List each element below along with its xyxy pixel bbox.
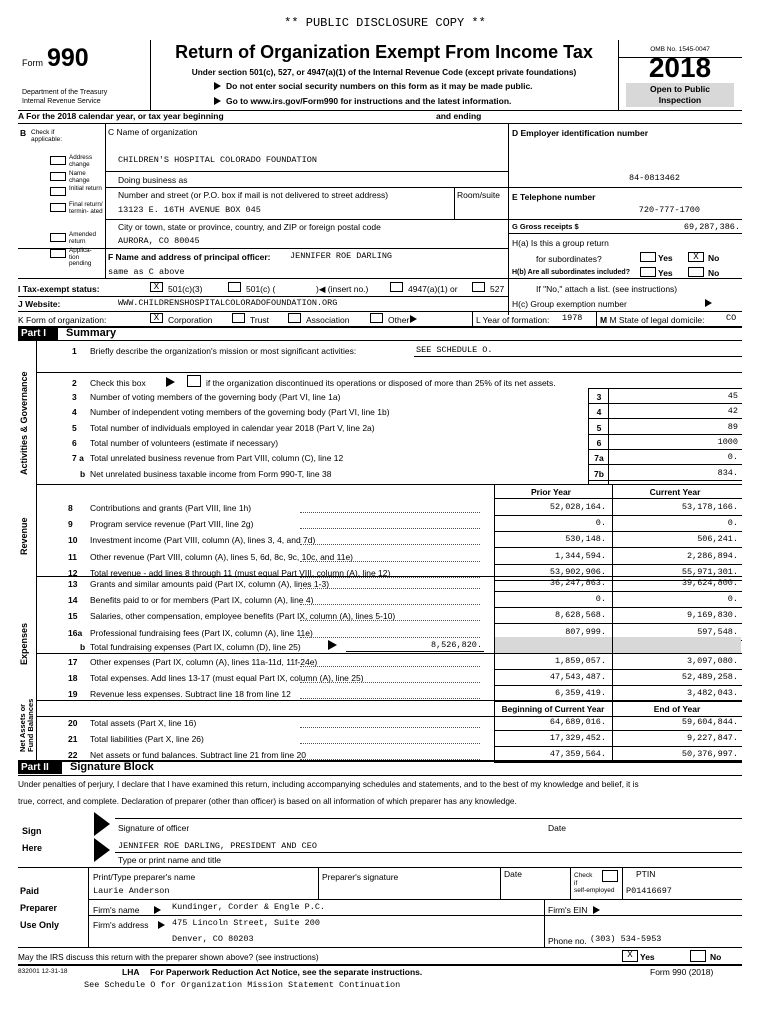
preparer-label: Preparer — [20, 903, 58, 913]
line-text: Total revenue - add lines 8 through 11 (must equal Part VIII, column (A), line 12) — [90, 568, 391, 578]
phone-label: E Telephone number — [512, 192, 596, 202]
line-text: Total expenses. Add lines 13-17 (must equal Part IX, column (A), line 25) — [90, 673, 364, 683]
sign-arrow-icon — [94, 838, 110, 862]
current-year-value: 0. — [727, 594, 738, 604]
prior-year-value: 64,689,016. — [549, 717, 606, 727]
current-year-value: 39,624,800. — [681, 578, 738, 588]
form-number: 990 — [47, 44, 89, 72]
corporation-label: Corporation — [168, 315, 213, 325]
arrow-icon — [328, 640, 337, 650]
prior-year-value: 1,344,594. — [554, 551, 606, 561]
prior-year-value: 0. — [595, 518, 606, 528]
501c3-label: 501(c)(3) — [168, 284, 203, 294]
col-end-year: End of Year — [653, 704, 701, 714]
gov-line-value: 1000 — [717, 437, 738, 447]
sign-label: Sign — [22, 826, 42, 836]
prior-year-value: 53,902,906. — [549, 567, 606, 577]
city-state-zip: AURORA, CO 80045 — [118, 236, 200, 246]
paid-label: Paid — [20, 886, 40, 896]
arrow-icon — [705, 299, 712, 307]
4947-label: 4947(a)(1) or — [408, 284, 458, 294]
hc-label: H(c) Group exemption number — [512, 299, 627, 309]
preparer-name-label: Print/Type preparer's name — [93, 872, 196, 882]
ha-no-checkbox[interactable]: X — [688, 252, 704, 262]
association-label: Association — [306, 315, 350, 325]
prior-year-value: 807,999. — [565, 627, 606, 637]
current-year-value: 59,604,844. — [681, 717, 738, 727]
line-text: Salaries, other compensation, employee benefits (Part IX, column (A), lines 5-10) — [90, 611, 396, 621]
discuss-yes-label: Yes — [640, 952, 655, 962]
gov-line-no: 4 — [72, 407, 77, 417]
line-no: 21 — [68, 734, 78, 744]
gov-line-value: 0. — [727, 452, 738, 462]
gov-line-text: Net unrelated business taxable income from Form 990-T, line 38 — [90, 469, 332, 479]
applicable: applicable: — [31, 136, 63, 143]
gross-receipts-label: G Gross receipts $ — [512, 222, 579, 231]
dept-treasury: Department of the Treasury — [22, 89, 108, 96]
ein-value: 84-0813462 — [628, 173, 680, 183]
current-year-value: 52,489,258. — [681, 672, 738, 682]
corporation-checkbox[interactable]: X — [150, 313, 163, 323]
ha-yes-checkbox[interactable] — [640, 252, 656, 262]
gov-line-no: 3 — [72, 392, 77, 402]
line-a-ending: and ending — [436, 111, 482, 121]
discontinued-checkbox[interactable] — [187, 375, 201, 387]
gov-line-text: Total number of individuals employed in calendar year 2018 (Part V, line 2a) — [90, 423, 375, 433]
firm-name-label: Firm's name — [93, 905, 140, 915]
section-b-checkbox[interactable] — [50, 172, 66, 181]
side-revenue: Revenue — [19, 517, 29, 555]
line-no: 10 — [68, 535, 78, 545]
line-text: Other expenses (Part IX, column (A), lines 11a-11d, 11f-24e) — [90, 657, 318, 667]
room-suite-label: Room/suite — [457, 190, 500, 200]
group-return-label: H(a) Is this a group return — [512, 238, 609, 248]
side-fund-balances: Fund Balances — [26, 698, 35, 752]
penalty-text-2: true, correct, and complete. Declaration of preparer (other than officer) is based on all information of which preparer has any knowledge. — [18, 796, 517, 806]
firm-address-2: Denver, CO 80203 — [172, 934, 254, 944]
phone-value: 720-777-1700 — [638, 205, 700, 215]
officer-address: same as C above — [108, 267, 185, 277]
website-label: J Website: — [18, 299, 61, 309]
ssn-note: Do not enter social security numbers on this form as it may be made public. — [226, 81, 533, 91]
firm-ein-label: Firm's EIN — [548, 905, 588, 915]
col-prior-year: Prior Year — [530, 487, 571, 497]
form-ref: Form 990 (2018) — [650, 967, 714, 977]
self-employed-checkbox[interactable] — [602, 870, 618, 882]
type-print-label: Type or print name and title — [118, 855, 222, 865]
line-text: Other revenue (Part VIII, column (A), lines 5, 6d, 8c, 9c, 10c, and 11e) — [90, 552, 353, 562]
lha-label: LHA — [122, 967, 140, 977]
trust-label: Trust — [250, 315, 270, 325]
firm-address-1: 475 Lincoln Street, Suite 200 — [172, 918, 320, 928]
hb-note: If "No," attach a list. (see instructions) — [536, 284, 678, 294]
gov-line-text: Total number of volunteers (estimate if necessary) — [90, 438, 279, 448]
form-code: 832001 12-31-18 — [18, 968, 68, 975]
section-b-checkbox[interactable] — [50, 203, 66, 212]
line-no: 8 — [68, 503, 73, 513]
arrow-icon — [158, 921, 165, 929]
line-1-text: Briefly describe the organization's mission or most significant activities: — [90, 346, 357, 356]
paperwork-notice: For Paperwork Reduction Act Notice, see the separate instructions. — [150, 967, 423, 977]
ptin-label: PTIN — [636, 869, 656, 879]
state-domicile-value: CO — [726, 313, 737, 323]
current-year-value: 55,971,301. — [681, 567, 738, 577]
open-to-public-box: Open to Public Inspection — [626, 83, 734, 107]
4947-checkbox[interactable] — [390, 282, 403, 292]
ha-yes-label: Yes — [658, 253, 673, 263]
discuss-yes-checkbox[interactable]: X — [622, 950, 638, 962]
dept-irs: Internal Revenue Service — [22, 98, 101, 105]
arrow-icon — [166, 377, 175, 387]
arrow-icon — [214, 82, 221, 90]
self-employed-label: Check if self-employed — [574, 872, 615, 894]
firm-name: Kundinger, Corder & Engle P.C. — [172, 902, 326, 912]
prior-year-value: 6,359,419. — [554, 688, 606, 698]
other-label: Other — [388, 315, 410, 325]
part2-title: Signature Block — [70, 761, 154, 773]
officer-name-title: JENNIFER ROE DARLING, PRESIDENT AND CEO — [118, 841, 317, 851]
section-b-item-label: Address change — [69, 154, 93, 168]
hb-label: H(b) Are all subordinates included? — [512, 269, 630, 276]
gov-line-value: 45 — [727, 391, 738, 401]
line-no: 13 — [68, 579, 78, 589]
other-checkbox[interactable] — [370, 313, 383, 323]
side-expenses: Expenses — [19, 622, 29, 665]
gov-line-no: 7 a — [72, 453, 84, 463]
ptin-value: P01416697 — [626, 886, 672, 896]
section-b-checkbox[interactable] — [50, 249, 66, 258]
section-b-checkbox[interactable] — [50, 187, 66, 196]
signature-date-label: Date — [548, 823, 566, 833]
line-16b-text: Total fundraising expenses (Part IX, column (D), line 25) — [90, 642, 301, 652]
penalty-text-1: Under penalties of perjury, I declare that I have examined this return, including accompanying schedules and statements, and to the best of my knowledge and belief, it is — [18, 779, 639, 789]
prior-year-value: 52,028,164. — [549, 502, 606, 512]
section-b-item-label: Amended return — [69, 231, 96, 245]
prior-year-value: 36,247,863. — [549, 578, 606, 588]
dba-label: Doing business as — [118, 175, 188, 185]
tax-year: 2018 — [648, 52, 712, 83]
hb-no-checkbox[interactable] — [688, 267, 704, 277]
gov-line-box: 6 — [596, 438, 602, 448]
ein-label: D Employer identification number — [512, 128, 649, 138]
prior-year-value: 47,359,564. — [549, 749, 606, 759]
prior-year-value: 17,329,452. — [549, 733, 606, 743]
group-return-sub: for subordinates? — [536, 254, 602, 264]
form-word: Form — [22, 58, 43, 68]
line-a: A For the 2018 calendar year, or tax year beginning — [18, 111, 224, 121]
signature-officer-label[interactable]: Signature of officer — [118, 823, 190, 833]
gross-receipts-value: 69,287,386. — [683, 222, 740, 232]
line-no: 19 — [68, 689, 78, 699]
form-title: Return of Organization Exempt From Income Tax — [175, 42, 593, 62]
part1-tag: Part I — [18, 327, 58, 340]
line-no: 14 — [68, 595, 78, 605]
line-no: 17 — [68, 657, 78, 667]
prior-year-value: 1,859,057. — [554, 656, 606, 666]
section-b-checkbox[interactable] — [50, 233, 66, 242]
hb-no-label: No — [708, 268, 720, 278]
section-b-item-label: Name change — [69, 170, 90, 184]
gov-line-box: 3 — [596, 392, 602, 402]
527-label: 527 — [490, 284, 505, 294]
current-year-value: 50,376,997. — [681, 749, 738, 759]
line-1-value: SEE SCHEDULE O. — [416, 345, 493, 355]
city-label: City or town, state or province, country, and ZIP or foreign postal code — [118, 222, 381, 232]
current-year-value: 53,178,166. — [681, 502, 738, 512]
year-formation-value: 1978 — [562, 313, 583, 323]
street-address: 13123 E. 16TH AVENUE BOX 045 — [118, 205, 261, 215]
col-current-year: Current Year — [649, 487, 701, 497]
section-b-item-label: Applica- tion pending — [69, 247, 92, 267]
prior-year-value: 530,148. — [565, 534, 606, 544]
current-year-value: 9,169,830. — [686, 610, 738, 620]
trust-checkbox[interactable] — [232, 313, 245, 323]
year-formation-label: L Year of formation: — [476, 315, 550, 325]
line-text: Investment income (Part VIII, column (A), lines 3, 4, and 7d) — [90, 535, 316, 545]
part1-title: Summary — [66, 327, 117, 339]
line-16b-no: b — [80, 642, 86, 652]
current-year-value: 3,097,080. — [686, 656, 738, 666]
line-no: 20 — [68, 718, 78, 728]
current-year-value: 2,286,894. — [686, 551, 738, 561]
preparer-date-label: Date — [504, 869, 522, 879]
gov-line-no: 5 — [72, 423, 77, 433]
current-year-value: 597,548. — [697, 627, 738, 637]
line-no: 15 — [68, 611, 78, 621]
prior-year-value: 8,628,568. — [554, 610, 606, 620]
line-2-text-b: if the organization discontinued its operations or disposed of more than 25% of its net assets. — [206, 378, 556, 388]
line-no: 12 — [68, 568, 78, 578]
section-b-item-label: Initial return — [69, 185, 102, 192]
ha-no-label: No — [708, 253, 720, 263]
gov-line-box: 4 — [596, 407, 602, 417]
arrow-icon — [410, 315, 417, 323]
officer-name: JENNIFER ROE DARLING — [290, 251, 393, 261]
form-org-label: K Form of organization: — [18, 315, 107, 325]
public-disclosure-banner: ** PUBLIC DISCLOSURE COPY ** — [284, 16, 486, 30]
gov-line-box: 7a — [594, 453, 604, 463]
gov-line-no: b — [80, 469, 86, 479]
line-no: 22 — [68, 750, 78, 760]
check-if: Check if — [31, 129, 55, 136]
hb-yes-checkbox[interactable] — [640, 267, 656, 277]
line-text: Total liabilities (Part X, line 26) — [90, 734, 204, 744]
continuation-note: See Schedule O for Organization Mission Statement Continuation — [84, 980, 401, 990]
association-checkbox[interactable] — [288, 313, 301, 323]
prior-year-value: 47,543,487. — [549, 672, 606, 682]
col-beginning-year: Beginning of Current Year — [501, 704, 605, 714]
501c-checkbox[interactable] — [228, 282, 241, 292]
line-text: Revenue less expenses. Subtract line 18 from line 12 — [90, 689, 291, 699]
current-year-value: 3,482,043. — [686, 688, 738, 698]
section-b-label: B — [20, 128, 27, 138]
use-only-label: Use Only — [20, 920, 60, 930]
line-16b-value: 8,526,820. — [430, 640, 482, 650]
irs-discuss-question: May the IRS discuss this return with the preparer shown above? (see instructions) — [18, 952, 319, 962]
line-text: Grants and similar amounts paid (Part IX, column (A), lines 1-3) — [90, 579, 330, 589]
line-text: Net assets or fund balances. Subtract line 21 from line 20 — [90, 750, 306, 760]
line-no: 18 — [68, 673, 78, 683]
tax-exempt-label: I Tax-exempt status: — [18, 284, 100, 294]
firm-phone-label: Phone no. — [548, 936, 587, 946]
gov-line-value: 42 — [727, 406, 738, 416]
line-text: Benefits paid to or for members (Part IX, column (A), line 4) — [90, 595, 314, 605]
line-no: 11 — [68, 552, 77, 562]
part2-tag: Part II — [18, 761, 62, 774]
sign-arrow-icon — [94, 812, 110, 836]
firm-address-label: Firm's address — [93, 920, 149, 930]
line-no: 16a — [68, 628, 83, 638]
current-year-value: 0. — [727, 518, 738, 528]
discuss-no-checkbox[interactable] — [690, 950, 706, 962]
gov-line-no: 6 — [72, 438, 77, 448]
street-label: Number and street (or P.O. box if mail is not delivered to street address) — [118, 190, 389, 200]
gov-line-box: 5 — [596, 423, 602, 433]
501c-label: 501(c) ( — [246, 284, 276, 294]
url-note: Go to www.irs.gov/Form990 for instructions and the latest information. — [226, 96, 512, 106]
insert-no: )◀ (insert no.) — [316, 284, 369, 294]
org-name-label: C Name of organization — [108, 127, 198, 137]
line-2-text: Check this box — [90, 378, 146, 388]
current-year-value: 506,241. — [697, 534, 738, 544]
gov-line-box: 7b — [594, 469, 604, 479]
line-no: 9 — [68, 519, 73, 529]
state-domicile-label: M M State of legal domicile: — [600, 315, 705, 325]
line-2-no: 2 — [72, 378, 77, 388]
gov-line-value: 89 — [727, 422, 738, 432]
gov-line-text: Number of independent voting members of the governing body (Part VI, line 1b) — [90, 407, 390, 417]
line-text: Contributions and grants (Part VIII, line 1h) — [90, 503, 252, 513]
line-1-no: 1 — [72, 346, 77, 356]
current-year-value: 9,227,847. — [686, 733, 738, 743]
section-b-checkbox[interactable] — [50, 156, 66, 165]
firm-phone: (303) 534-5953 — [590, 934, 662, 944]
form-subtitle: Under section 501(c), 527, or 4947(a)(1) of the Internal Revenue Code (except private foundations) — [191, 67, 577, 77]
line-text: Professional fundraising fees (Part IX, column (A), line 11e) — [90, 628, 313, 638]
side-activities: Activities & Governance — [19, 371, 29, 475]
org-name: CHILDREN'S HOSPITAL COLORADO FOUNDATION — [118, 155, 317, 165]
line-text: Program service revenue (Part VIII, line 2g) — [90, 519, 254, 529]
arrow-icon — [214, 97, 221, 105]
prior-year-value: 0. — [595, 594, 606, 604]
line-text: Total assets (Part X, line 16) — [90, 718, 197, 728]
here-label: Here — [22, 843, 43, 853]
gov-line-text: Total unrelated business revenue from Part VIII, column (C), line 12 — [90, 453, 344, 463]
omb-number: OMB No. 1545-0047 — [650, 46, 710, 53]
side-net-assets: Net Assets or — [18, 703, 27, 752]
arrow-icon — [593, 906, 600, 914]
preparer-sig-label: Preparer's signature — [322, 872, 399, 882]
discuss-no-label: No — [710, 952, 722, 962]
officer-label: F Name and address of principal officer: — [108, 252, 271, 262]
preparer-name: Laurie Anderson — [93, 886, 170, 896]
527-checkbox[interactable] — [472, 282, 485, 292]
hb-yes-label: Yes — [658, 268, 673, 278]
arrow-icon — [154, 906, 161, 914]
501c3-checkbox[interactable]: X — [150, 282, 163, 292]
gov-line-value: 834. — [717, 468, 738, 478]
website-value: WWW.CHILDRENSHOSPITALCOLORADOFOUNDATION.ORG — [118, 298, 338, 308]
section-b-item-label: Final return/ termin- ated — [69, 201, 103, 215]
gov-line-text: Number of voting members of the governing body (Part VI, line 1a) — [90, 392, 341, 402]
